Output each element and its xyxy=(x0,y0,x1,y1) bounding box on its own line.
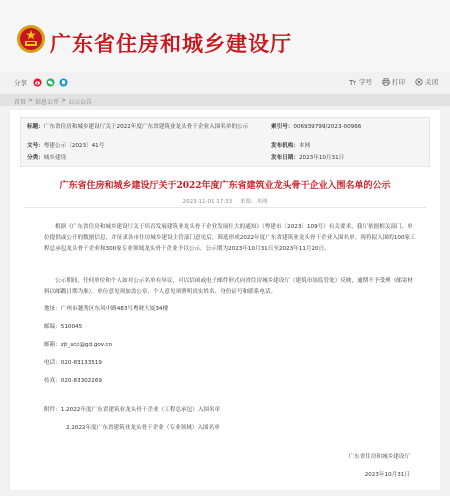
contact-email[interactable]: 邮箱：zjt_scc@gd.gov.cn xyxy=(44,342,113,348)
article-time: 2023-11-01 17:33 xyxy=(182,199,233,205)
breadcrumb-info-disclosure[interactable]: 信息公开 xyxy=(35,99,60,106)
contact-address: 地址：广州市越秀区东风中路483号粤财大厦34楼 xyxy=(44,306,169,312)
attachment-1-link[interactable]: 附件：1.2022年度广东省建筑业龙头骨干企业（工程总承包）入围名单 xyxy=(44,407,221,413)
info-publisher xyxy=(271,142,310,150)
wechat-icon[interactable] xyxy=(46,78,55,87)
site-title[interactable]: 广东省住房和城乡建设厅 xyxy=(50,31,292,56)
print-label: 打印 xyxy=(392,78,405,86)
contact-phone: 电话：020-83133519 xyxy=(44,360,102,366)
info-index-no-value: 006939799/2023-00966 xyxy=(293,124,362,130)
info-title xyxy=(27,123,267,131)
weibo-icon[interactable] xyxy=(33,78,42,87)
info-category-value: 城乡建设 xyxy=(43,155,67,161)
font-size-button[interactable] xyxy=(349,77,372,86)
national-emblem-icon[interactable] xyxy=(16,24,46,54)
info-publisher-key: 发布机构： xyxy=(271,143,299,149)
article-source: 来源：本网 xyxy=(239,199,268,205)
info-doc-no xyxy=(27,142,104,150)
info-publisher-value: 本网 xyxy=(298,143,311,149)
font-size-icon xyxy=(349,78,357,86)
info-index-no-key: 索引号： xyxy=(271,124,294,130)
info-category-key: 分类： xyxy=(27,155,44,161)
print-button[interactable] xyxy=(382,77,405,86)
close-button[interactable] xyxy=(415,77,438,86)
body-paragraph-2: 公示期间，任何单位和个人如对公示名单有异议，可以信函或电子邮件形式向省住房城乡建设厅（建筑市场监管处）反映，逾期不予受理（邮寄材料以邮戳日期为准）。单位意见须加盖公章，个人意见须署明真实姓名、身份证号和联系电话。 xyxy=(44,278,414,295)
info-doc-no-key: 文号： xyxy=(27,143,44,149)
print-icon xyxy=(382,78,390,86)
contact-postcode: 邮编：510045 xyxy=(44,324,83,330)
share-bar xyxy=(14,78,72,87)
article-card xyxy=(10,110,440,490)
document-info-table xyxy=(20,117,430,167)
svg-text:T: T xyxy=(353,81,356,86)
qq-icon[interactable] xyxy=(59,78,68,87)
page-tools xyxy=(339,77,438,86)
contact-fax: 传真：020-83302269 xyxy=(44,378,102,384)
share-label: 分享 xyxy=(14,79,27,87)
title-divider xyxy=(24,207,426,208)
breadcrumb-home[interactable]: 首页 xyxy=(14,99,27,106)
info-doc-no-value: 粤建公示〔2023〕41号 xyxy=(43,143,105,149)
info-title-key: 标题： xyxy=(27,124,44,130)
article-title: 广东省住房和城乡建设厅关于2022年度广东省建筑业龙头骨干企业入围名单的公示 xyxy=(59,181,391,191)
info-title-value: 广东省住房和城乡建设厅关于2022年度广东省建筑业龙头骨干企业入围名单的公示 xyxy=(43,124,249,130)
article-meta xyxy=(10,197,440,205)
breadcrumb-announcements[interactable]: 公示公告 xyxy=(68,99,93,106)
breadcrumb xyxy=(14,97,92,106)
info-date-key: 发布日期： xyxy=(271,155,299,161)
sign-date: 2023年10月31日 xyxy=(364,472,410,478)
attachment-2-link[interactable]: 2.2022年度广东省建筑业龙头骨干企业（专业领域）入围名单 xyxy=(66,425,220,431)
site-header xyxy=(0,0,450,72)
info-index-no xyxy=(271,123,361,131)
body-paragraph-1: 根据《广东省住房和城乡建设厅关于培育发展建筑业龙头骨干企业发展壮大的通知》（粤建市〔2023〕109号）有关要求，我厅依据相关部门、单位提供或公开的数据信息，并征求各市住房城乡建设主管部门意见后，筛选形成2022年度广东省建筑业龙头骨干企业入围名单。现将拟入围的100家工程总承包龙头骨干企业和300家专业领域龙头骨干企业予以公示。公示期为2023年10月31日至2023年11月20日。 xyxy=(44,224,416,252)
article-toolbar xyxy=(14,76,438,90)
svg-text:T: T xyxy=(349,77,354,86)
info-category xyxy=(27,154,66,162)
font-size-label: 字号 xyxy=(359,78,372,86)
info-date-value: 2023年10月31日 xyxy=(298,155,345,161)
breadcrumb-separator: > xyxy=(61,97,67,104)
close-icon xyxy=(415,78,423,86)
signer: 广东省住房和城乡建设厅 xyxy=(348,454,410,460)
breadcrumb-separator: > xyxy=(28,97,34,104)
info-date xyxy=(271,154,344,162)
close-label: 关闭 xyxy=(425,78,438,86)
